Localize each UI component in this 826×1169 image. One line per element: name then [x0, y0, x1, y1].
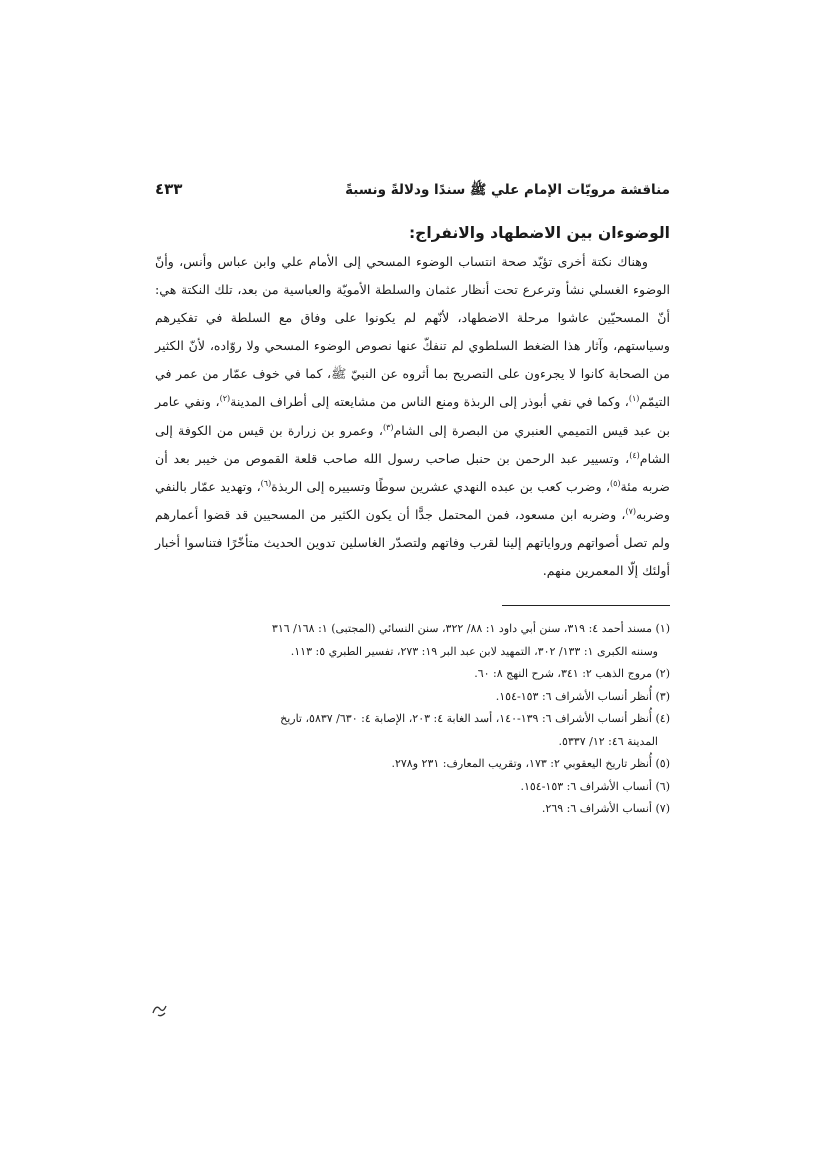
footnote-ref-3[interactable]: (٣): [382, 422, 394, 432]
footnote-continuation: المدينة ٤٦: ١٢/ ٥٣٣٧.: [558, 734, 658, 748]
footnote-ref-6[interactable]: (٦): [260, 478, 272, 488]
footnote-ref-7[interactable]: (٧): [625, 506, 637, 516]
footnote-item: [155, 686, 670, 709]
footnote-item: [155, 776, 670, 799]
footnote-item: [155, 753, 670, 776]
footnote-continuation: وسننه الكبرى ١: ١٣٣/ ٣٠٢، التمهيد لابن عبد البر ١٩: ٢٧٣، تفسير الطبري ٥: ١١٣.: [290, 644, 658, 658]
running-title: مناقشة مرويّات الإمام علي ﷺ سندًا ودلالةً ونسبةً: [345, 182, 670, 198]
page-header: [155, 180, 670, 210]
body-text-7: ، وتهديد عمّار بالنفي وضربه: [155, 478, 670, 522]
page-number: ٤٣٣: [155, 180, 183, 198]
footnote-text: (٦) أنساب الأشراف ٦: ١٥٣-١٥٤.: [520, 779, 670, 793]
body-text-4: ، وعمرو بن زرارة بن قيس من الكوفة إلى الشام: [155, 422, 670, 466]
footnote-separator: [502, 605, 670, 606]
footnote-text: (٣) أُنظر أنساب الأشراف ٦: ١٥٣-١٥٤.: [495, 689, 670, 703]
ornament-icon: [150, 1000, 170, 1020]
footnote-text: (١) مسند أحمد ٤: ٣١٩، سنن أبي داود ١: ٨٨/ ٣٢٢، سنن النسائي (المجتبى) ١: ١٦٨/ ٣١٦: [271, 622, 670, 636]
footnote-item: [155, 708, 670, 753]
footnote-text: (٥) أُنظر تاريخ اليعقوبي ٢: ١٧٣، وتقريب المعارف: ٢٣١ و٢٧٨.: [391, 757, 670, 771]
section-title: الوضوءان بين الاضطهاد والانفراج:: [408, 224, 670, 242]
footnote-text: (٤) أُنظر أنساب الأشراف ٦: ١٣٩-١٤٠، أسد الغابة ٤: ٢٠٣، الإصابة ٤: ٦٣٠/ ٥٨٣٧، تاريخ: [280, 712, 670, 726]
body-text-1: وهناك نكتة أخرى تؤيّد صحة انتساب الوضوء المسحي إلى الأمام علي وابن عباس وأنس، وأنّ الوضوء الغسلي نشأ وترعرع تحت أنظار عثمان والسلطة الأمويّة والعباسية من بعد، تلك النكتة هي: أنّ المسحيّين عاشوا مرحلة الاضطهاد، لأنّهم لم يكونوا على وفاق مع السلطة في تفكيرهم وسياستهم، وآثار هذا الضغط السلطوي لم تنفكّ عنها نصوص الوضوء المسحي ولا روّاده، لأنّ الكثير من الصحابة كانوا لا يجرءون على التصريح بما أثروه عن النبيّ ﷺ، كما في خوف عمّار من عمر في التيمّم: [155, 254, 670, 410]
body-text-3: ، ونفي عامر بن عبد قيس التميمي العنبري من البصرة إلى الشام: [155, 394, 670, 438]
body-text-5: ، وتسيير عبد الرحمن بن حنبل صاحب رسول الله صاحب قلعة القموص من خيبر بعد أن ضربه مئة: [155, 450, 670, 494]
footnote-ref-1[interactable]: (١): [628, 394, 640, 404]
body-text-2: ، وكما في نفي أبوذر إلى الربذة ومنع الناس من مشايعته إلى أطراف المدينة: [230, 394, 629, 410]
footnote-item: [155, 663, 670, 686]
footnote-text: (٢) مروج الذهب ٢: ٣٤١، شرح النهج ٨: ٦٠.: [474, 667, 670, 681]
footnote-ref-5[interactable]: (٥): [609, 478, 621, 488]
footnotes-list: [155, 618, 670, 821]
footnote-text: (٧) أنساب الأشراف ٦: ٢٦٩.: [541, 802, 670, 816]
footnote-ref-2[interactable]: (٢): [219, 394, 231, 404]
body-text-6: ، وضرب كعب بن عبده النهدي عشرين سوطًا وتسييره إلى الربذة: [271, 478, 610, 494]
footnote-item: [155, 798, 670, 821]
document-page: [155, 180, 670, 1010]
body-text-8: ، وضربه ابن مسعود، فمن المحتمل جدًّا أن يكون الكثير من المسحيين قد قضوا أعمارهم ولم تصل أصواتهم ورواياتهم إلينا لقرب وفاتهم ولتصدّر الغاسلين تدوين الحديث متأخّرًا فتناسوا أخبار أولئك إلّا المعمرين منهم.: [155, 506, 670, 579]
footnote-ref-4[interactable]: (٤): [629, 450, 640, 460]
footnote-item: [155, 618, 670, 663]
body-paragraph: [155, 248, 670, 585]
